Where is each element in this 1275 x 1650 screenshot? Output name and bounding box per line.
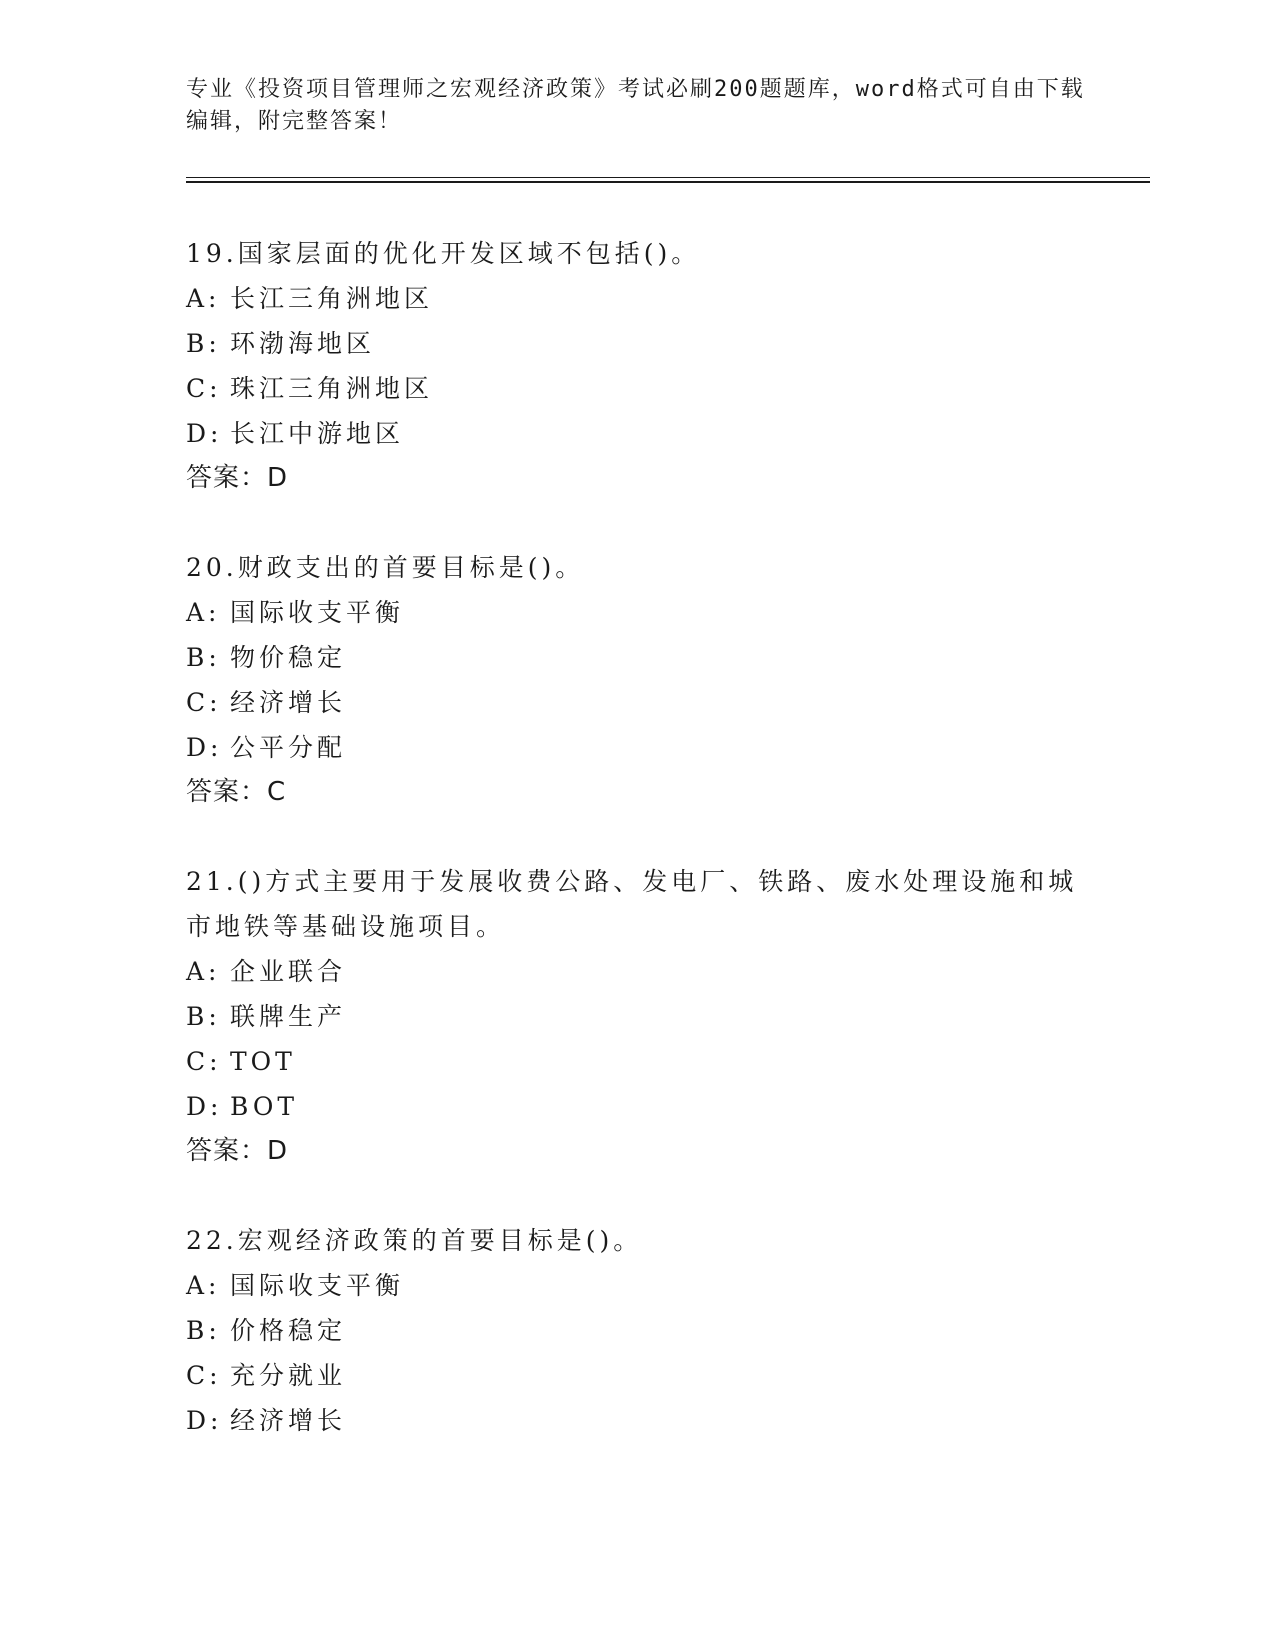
question-20 — [186, 545, 1086, 815]
option-text: BOT — [230, 1092, 299, 1121]
option-key: A: — [186, 957, 221, 986]
option-b — [186, 1308, 1086, 1353]
question-21 — [186, 859, 1086, 1174]
question-19 — [186, 231, 1086, 501]
option-b — [186, 321, 1086, 366]
question-stem: 20.财政支出的首要目标是()。 — [186, 553, 585, 582]
option-d — [186, 411, 1086, 456]
option-a — [186, 590, 1086, 635]
option-text: 公平分配 — [230, 733, 347, 762]
option-text: 联牌生产 — [230, 1002, 347, 1031]
option-b — [186, 635, 1086, 680]
option-key: D: — [186, 733, 223, 762]
document-intro: 专业《投资项目管理师之宏观经济政策》考试必刷200题题库，word格式可自由下载编辑，附完整答案！ — [186, 77, 1085, 134]
option-key: C: — [186, 688, 222, 717]
option-a — [186, 276, 1086, 321]
question-stem: 19.国家层面的优化开发区域不包括()。 — [186, 239, 701, 268]
option-text: 珠江三角洲地区 — [230, 374, 434, 403]
option-c — [186, 1353, 1086, 1398]
option-key: D: — [186, 1092, 223, 1121]
question-22 — [186, 1218, 1086, 1443]
question-list — [186, 231, 1086, 1487]
option-text: 企业联合 — [230, 957, 347, 986]
option-text: 物价稳定 — [230, 643, 347, 672]
option-text: 环渤海地区 — [230, 329, 376, 358]
question-stem: 21.()方式主要用于发展收费公路、发电厂、铁路、废水处理设施和城市地铁等基础设施项目。 — [186, 867, 1078, 941]
answer-line: 答案：C — [186, 777, 287, 807]
header-divider-top — [186, 177, 1150, 178]
option-a — [186, 949, 1086, 994]
option-c — [186, 366, 1086, 411]
option-c — [186, 1039, 1086, 1084]
option-text: 经济增长 — [230, 688, 347, 717]
question-stem: 22.宏观经济政策的首要目标是()。 — [186, 1226, 643, 1255]
option-d — [186, 1398, 1086, 1443]
option-key: B: — [186, 1002, 221, 1031]
option-text: 长江三角洲地区 — [230, 284, 434, 313]
option-text: 充分就业 — [230, 1361, 347, 1390]
option-text: 长江中游地区 — [230, 419, 405, 448]
option-a — [186, 1263, 1086, 1308]
option-key: A: — [186, 1271, 221, 1300]
option-key: D: — [186, 1406, 223, 1435]
option-text: TOT — [230, 1047, 296, 1076]
option-key: B: — [186, 329, 221, 358]
option-d — [186, 725, 1086, 770]
option-key: B: — [186, 1316, 221, 1345]
answer-line: 答案：D — [186, 1136, 289, 1166]
option-text: 国际收支平衡 — [230, 598, 405, 627]
option-key: C: — [186, 374, 222, 403]
option-key: C: — [186, 1361, 222, 1390]
option-key: B: — [186, 643, 221, 672]
option-text: 价格稳定 — [230, 1316, 347, 1345]
option-key: C: — [186, 1047, 222, 1076]
option-key: A: — [186, 598, 221, 627]
option-key: D: — [186, 419, 223, 448]
option-b — [186, 994, 1086, 1039]
header-divider-bottom — [186, 181, 1150, 183]
option-key: A: — [186, 284, 221, 313]
option-text: 国际收支平衡 — [230, 1271, 405, 1300]
answer-line: 答案：D — [186, 463, 289, 493]
option-text: 经济增长 — [230, 1406, 347, 1435]
option-c — [186, 680, 1086, 725]
option-d — [186, 1084, 1086, 1129]
